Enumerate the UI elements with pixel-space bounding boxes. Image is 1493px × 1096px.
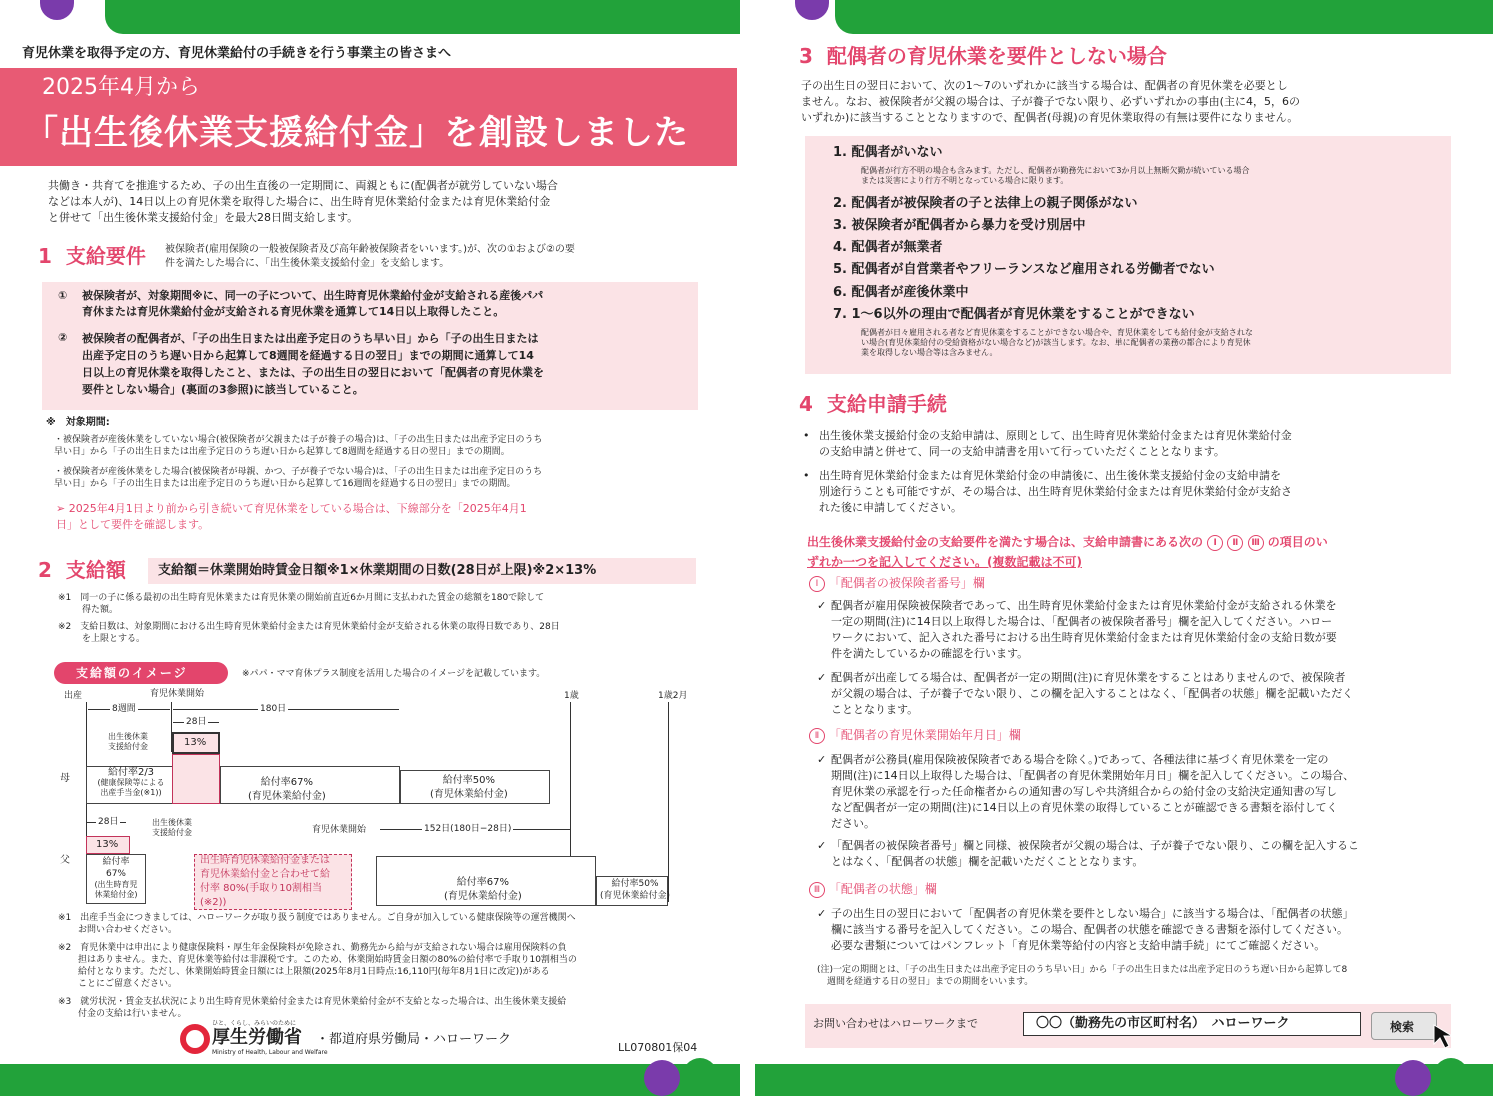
section-title: 支給申請手続 — [826, 392, 947, 416]
ministry-tagline: ひと、くらし、みらいのために — [212, 1020, 297, 1027]
desc-line: 被保険者(雇用保険の一般被保険者及び高年齢被保険者をいいます。)が、次の①および②の要 — [165, 244, 575, 255]
father-rate-text — [88, 856, 144, 900]
label-28-days: 28日 — [186, 717, 207, 727]
note-line: 週間を経過する日の翌日」までの期間をいいます。 — [827, 977, 1034, 987]
requirement-1 — [82, 288, 692, 320]
label-152-days: 152日(180日−28日) — [424, 824, 512, 834]
item-line: 件を満たしているかの確認を行います。 — [831, 647, 1029, 660]
s2-note-2 — [58, 621, 698, 645]
bullet-1: • 出生後休業支援給付金の支給申請は、原則として、出生時育児休業給付金または育児休業給付金 の支給申請と併せて、同一の支給申請書を用いて行っていただくこととなります。 — [803, 428, 1463, 460]
formula: 支給額＝休業開始時賃金日額※1×休業期間の日数(28日が上限)※2×13% — [158, 563, 597, 578]
top-note: 育児休業を取得予定の方、育児休業給付の手続きを行う事業主の皆さまへ — [22, 46, 452, 61]
fn-line: ことにご留意ください。 — [78, 979, 178, 989]
text-line: (育児休業給付金) — [430, 789, 508, 800]
note-line: い場合(育児休業給付の受給資格がない場合など)が該当します。なお、単に配偶者の業務の都合により育児休 — [861, 338, 1251, 347]
cursor-icon — [1431, 1022, 1459, 1050]
section-1-desc — [165, 243, 575, 271]
section-title: 配偶者の育児休業を要件としない場合 — [826, 44, 1167, 68]
green-circle — [682, 1058, 718, 1096]
bullet-line: の支給申請と併せて、同一の支給申請書を用いて行っていただくこととなります。 — [819, 445, 1225, 458]
item-line: など配偶者が一定の期間(注)に14日以上の育児休業の取得していることが確認できる書類を添付してく — [831, 801, 1338, 814]
mother-13: 13% — [184, 737, 207, 748]
period-line: ・被保険者が産後休業をしていない場合(被保険者が父親または子が養子の場合)は、「子の出生日または出産予定日のうち — [54, 435, 543, 445]
fn-line: お問い合わせください。 — [78, 925, 178, 935]
title-banner — [0, 68, 737, 166]
ministry-name: 厚生労働省 — [212, 1027, 302, 1048]
desc-line: ません。なお、被保険者が父親の場合は、子が養子でない限り、必ずいずれかの事由(主に4，5，6の — [801, 95, 1300, 108]
fn-line: 付金の支給は行いません。 — [78, 1009, 187, 1019]
leaflet-code: LL070801保04 — [618, 1041, 698, 1054]
bullet-line: 別途行うことも可能ですが、その場合は、出生時育児休業給付金または育児休業給付金が支給さ — [819, 485, 1292, 498]
item-i-title — [809, 574, 985, 592]
notice — [56, 501, 706, 533]
item-line: こととなります。 — [831, 703, 919, 716]
search-input[interactable] — [1023, 1012, 1361, 1036]
item-line: 期間(注)に14日以上取得した場合は、「配偶者の育児休業開始年月日」欄を記入してください。この場合、 — [831, 769, 1355, 782]
text-line: 給付率50% — [442, 775, 496, 786]
text-line: 給付率 — [102, 857, 130, 867]
item-line: とはなく、「配偶者の状態」欄を記載いただくこととなります。 — [831, 855, 1144, 868]
pink-instruction — [807, 532, 1477, 572]
case-7: 7. 1～6以外の理由で配偶者が育児休業をすることができない — [833, 307, 1195, 322]
label-line: 支援給付金 — [108, 742, 148, 751]
req-line: 要件としない場合」(裏面の3参照)に該当していること。 — [82, 383, 364, 396]
image-label: 支給額のイメージ — [76, 666, 188, 680]
purple-circle — [1395, 1060, 1431, 1096]
intro-line: などは本人が)、14日以上の育児休業を取得した場合に、出生時育児休業給付金または育児休業給付金 — [48, 195, 551, 208]
item-i-1 — [817, 598, 1447, 662]
fn-line: 担はありません。また、育児休業等給付は非課税です。このため、休業開始時賃金日額の80%の給付率で手取り10割相当の — [78, 955, 577, 965]
back-page — [755, 0, 1493, 1096]
text-line: 給付率50% — [611, 879, 659, 889]
period-2 — [54, 466, 714, 490]
pink-text: 出生後休業支援給付金の支給要件を満たす場合は、支給申請書にある次の — [807, 535, 1204, 549]
label-line: 出生後休業 — [108, 732, 148, 741]
text-line: 給付率67% — [260, 777, 314, 788]
text-line: 出生時育児休業給付金または — [200, 855, 330, 866]
label-one-year-two: 1歳2月 — [658, 691, 688, 701]
section-number: 3 — [799, 44, 813, 68]
note-line: ※2 支給日数は、対象期間における出生時育児休業給付金または育児休業給付金が支給される休業の取得日数であり、28日 — [58, 622, 560, 632]
bullet-line: れた後に申請してください。 — [819, 501, 962, 514]
item-line: 「配偶者の被保険者番号」欄と同様、被保険者が父親の場合は、子が養子でない限り、この欄を記入するこ — [831, 839, 1359, 852]
case-2: 2. 配偶者が被保険者の子と法律上の親子関係がない — [833, 196, 1138, 211]
roman-3-icon: Ⅲ — [1248, 535, 1264, 551]
text-line: (出生時育児 — [94, 880, 138, 889]
case-1: 1. 配偶者がいない — [833, 145, 943, 160]
note-line: (注)一定の期間とは、「子の出生日または出産予定日のうち早い日」から「子の出生日または出産予定日のうち遅い日から起算して8 — [817, 965, 1348, 975]
notice-line: ➢ 2025年4月1日より前から引き続いて育児休業をしている場合は、下線部分を「2025年4月1 — [56, 502, 527, 515]
label-benefit-m — [108, 732, 148, 752]
item-line: 一定の期間(注)に14日以上取得した場合は、「配偶者の被保険者番号」欄を記入してください。ハロー — [831, 615, 1333, 628]
roman-2-icon: Ⅱ — [1227, 535, 1243, 551]
section-number: 4 — [799, 392, 813, 416]
note-line: 配偶者が行方不明の場合も含みます。ただし、配偶者が勤務先において3か月以上無断欠勤が続いている場合 — [861, 166, 1250, 175]
intro-line: と併せて「出生後休業支援給付金」を最大28日間支給します。 — [48, 211, 359, 224]
text-line: (育児休業給付金) — [600, 891, 671, 901]
bottom-green-bar — [755, 1064, 1493, 1096]
mother-maternity-text — [96, 768, 166, 798]
desc-line: いずれか)に該当することとなりますので、配偶者(母親)の育児休業取得の有無は要件になりません。 — [801, 111, 1299, 124]
note-line: または災害により行方不明となっている場合に限ります。 — [861, 176, 1069, 185]
father-13: 13% — [96, 839, 119, 850]
text-line: (※2)) — [200, 897, 227, 908]
fn-line: 給付となります。ただし、休業開始時賃金日額には上限額(2025年8月1日時点:16,110円(毎年8月1日に改定))がある — [78, 967, 550, 977]
req-1-mark: ① — [58, 289, 68, 302]
check-icon: ✓ — [817, 671, 827, 684]
front-page — [0, 0, 740, 1096]
requirement-2 — [82, 330, 692, 398]
period-title: ※ 対象期間: — [46, 417, 110, 428]
bullet-line: 出生時育児休業給付金または育児休業給付金の申請後に、出生後休業支援給付金の支給申請を — [819, 469, 1281, 482]
green-circle — [1433, 1058, 1469, 1096]
item-i-2 — [817, 670, 1447, 718]
footnote-1 — [58, 912, 722, 936]
roman-3-icon: Ⅲ — [809, 882, 825, 898]
fn-line: ※2 育児休業中は申出により健康保険料・厚生年金保険料が免除され、勤務先から給与が支給されない場合は雇用保険料の負 — [58, 943, 567, 953]
father-50-text — [600, 878, 670, 902]
req-2-mark: ② — [58, 331, 68, 344]
label-mother: 母 — [60, 773, 70, 784]
text-line: 給付率2/3 — [107, 767, 155, 778]
s3-desc — [801, 78, 1471, 126]
text-line: 出産手当金(※1)) — [100, 788, 162, 797]
item-title-text: 「配偶者の被保険者番号」欄 — [828, 576, 985, 590]
fn-line: ※1 出産手当金につきましては、ハローワークが取り扱う制度ではありません。ご自身が加入している健康保険等の運営機関へ — [58, 913, 576, 923]
item-line: 配偶者が公務員(雇用保険被保険者である場合を除く。)であって、各種法律に基づく育児休業を一定の — [831, 753, 1329, 766]
contact-label: お問い合わせはハローワークまで — [813, 1017, 978, 1030]
banner-title: 「出生後休業支援給付金」を創設しました — [24, 113, 689, 153]
req-line: 出産予定日のうち遅い日から起算して8週間を経過する日の翌日」までの期間に通算して14 — [82, 349, 534, 362]
text-line: 67% — [105, 869, 126, 879]
period-note — [817, 964, 1457, 988]
label-leave-start: 育児休業開始 — [150, 689, 205, 699]
pink-text: の項目のい — [1267, 535, 1328, 549]
item-line: 欄に該当する番号を記入してください。この場合、配偶者の状態を確認できる書類を添付してください。 — [831, 923, 1348, 936]
banner-date: 2025年4月から — [42, 75, 200, 100]
item-line: が父親の場合は、子が養子でない限り、この欄を記入することはなく、「配偶者の状態」欄を記載いただく — [831, 687, 1354, 700]
search-input-value: 〇〇（勤務先の市区町村名） ハローワーク — [1036, 1016, 1290, 1031]
roman-1-icon: Ⅰ — [809, 576, 825, 592]
check-icon: ✓ — [817, 839, 827, 852]
period-line: 早い日」から「子の出生日または出産予定日のうち遅い日から起算して16週間を経過する日の翌日」までの期間。 — [54, 479, 516, 489]
item-ii-1 — [817, 752, 1447, 832]
item-title-text: 「配偶者の状態」欄 — [828, 882, 937, 896]
item-ii-title — [809, 726, 1021, 744]
case-3: 3. 被保険者が配偶者から暴力を受け別居中 — [833, 218, 1086, 233]
item-ii-2 — [817, 838, 1447, 870]
check-icon: ✓ — [817, 753, 827, 766]
image-note: ※パパ・ママ育休プラス制度を活用した場合のイメージを記載しています。 — [242, 669, 546, 679]
search-button[interactable] — [1371, 1012, 1437, 1040]
label-line: 出生後休業 — [152, 818, 192, 827]
mother-67-text — [248, 776, 326, 804]
pink-text: ずれか一つを記入してください。(複数記載は不可) — [807, 555, 1082, 569]
roman-1-icon: Ⅰ — [1207, 535, 1223, 551]
combo-text — [200, 854, 330, 910]
intro — [48, 178, 718, 226]
item-line: 必要な書類についてはパンフレット「育児休業等給付の内容と支給申請手続」にてご確認ください。 — [831, 939, 1326, 952]
item-title-text: 「配偶者の育児休業開始年月日」欄 — [828, 728, 1021, 742]
req-line: 被保険者が、対象期間※に、同一の子について、出生時育児休業給付金が支給される産後パパ — [82, 289, 544, 302]
mother-13-band — [172, 754, 220, 804]
bullet-line: 出生後休業支援給付金の支給申請は、原則として、出生時育児休業給付金または育児休業給付金 — [819, 429, 1292, 442]
check-icon: ✓ — [817, 599, 827, 612]
text-line: 休業給付金) — [94, 890, 138, 899]
s2-note-1 — [58, 592, 698, 616]
case-5: 5. 配偶者が自営業者やフリーランスなど雇用される労働者でない — [833, 262, 1215, 277]
period-1 — [54, 434, 714, 458]
desc-line: 子の出生日の翌日において、次の1～7のいずれかに該当する場合は、配偶者の育児休業を必要とし — [801, 79, 1288, 92]
item-iii-1 — [817, 906, 1447, 954]
label-father: 父 — [60, 855, 70, 866]
text-line: (育児休業給付金) — [248, 791, 326, 802]
label-180-days: 180日 — [260, 704, 287, 714]
bullet-2: • 出生時育児休業給付金または育児休業給付金の申請後に、出生後休業支援給付金の支給申請を 別途行うことも可能ですが、その場合は、出生時育児休業給付金または育児休業給付金が支給さ れた後に申請してください。 — [803, 468, 1463, 516]
req-line: 育休または育児休業給付金が支給される育児休業を通算して14日以上取得したこと。 — [82, 305, 505, 318]
item-line: 育児休業の承認を行った任命権者からの通知書の写しや共済組合からの給付金の支給決定通知書の写し — [831, 785, 1337, 798]
benefit-diagram — [40, 686, 720, 911]
one-year-line — [570, 702, 571, 878]
top-green-bar — [835, 0, 1493, 34]
note-line: 業を取得しない場合等は含みません。 — [861, 348, 998, 357]
item-line: 子の出生日の翌日において「配偶者の育児休業を要件としない場合」に該当する場合は、「配偶者の状態」 — [831, 907, 1354, 920]
ministry-name-en: Ministry of Health, Labour and Welfare — [212, 1049, 328, 1056]
case-7-note — [861, 328, 1441, 358]
section-number: 1 — [38, 244, 52, 268]
search-button-label: 検索 — [1390, 1020, 1415, 1034]
label-f-28-days: 28日 — [98, 817, 119, 827]
notice-line: 日」として要件を確認します。 — [56, 518, 210, 531]
section-number: 2 — [38, 558, 52, 582]
item-line: 配偶者が出産してる場合は、配偶者が一定の期間(注)に育児休業をすることはありませんので、被保険者 — [831, 671, 1346, 684]
one-year-two-line — [668, 702, 669, 902]
item-line: 配偶者が雇用保険被保険者であって、出生時育児休業給付金または育児休業給付金が支給される休業を — [831, 599, 1337, 612]
fn-line: ※3 就労状況・賃金支払状況により出生時育児休業給付金または育児休業給付金が不支給となった場合は、出生後休業支援給 — [58, 997, 567, 1007]
desc-line: 件を満たした場合に、「出生後休業支援給付金」を支給します。 — [165, 258, 450, 269]
note-line: 配偶者が日々雇用される者など育児休業をすることができない場合や、育児休業をしても給付金が支給されな — [861, 328, 1253, 337]
label-one-year: 1歳 — [564, 691, 579, 701]
label-birth: 出産 — [64, 691, 83, 701]
text-line: (健康保険等による — [97, 778, 165, 787]
section-title: 支給額 — [65, 558, 126, 582]
check-icon: ✓ — [817, 907, 827, 920]
item-line: ださい。 — [831, 817, 875, 830]
text-line: (育児休業給付金) — [444, 891, 522, 902]
bottom-green-bar — [0, 1064, 740, 1096]
intro-line: 共働き・共育てを推進するため、子の出生直後の一定期間に、両親ともに(配偶者が就労していない場合 — [48, 179, 558, 192]
case-1-note — [861, 166, 1441, 186]
agencies: ・都道府県労働局・ハローワーク — [316, 1032, 512, 1047]
section-2-heading — [38, 558, 126, 582]
section-3-heading — [799, 44, 1167, 68]
period-line: 早い日」から「子の出生日または出産予定日のうち遅い日から起算して8週間を経過する日の翌日」までの期間。 — [54, 447, 510, 457]
mother-50-text — [430, 774, 508, 802]
text-line: 給付率67% — [456, 877, 510, 888]
section-4-heading — [799, 392, 947, 416]
req-line: 日以上の育児休業を取得したこと、または、子の出生日の翌日において「配偶者の育児休業を — [82, 366, 544, 379]
label-f-leave-start: 育児休業開始 — [312, 825, 367, 835]
period-line: ・被保険者が産後休業をした場合(被保険者が母親、かつ、子が養子でない場合)は、「子の出生日または出産予定日のうち — [54, 467, 543, 477]
label-benefit-f — [152, 818, 192, 838]
logo-inner — [186, 1030, 204, 1048]
footnote-2 — [58, 942, 722, 990]
item-line: ワークにおいて、記入された番号における出生時育児休業給付金または育児休業給付金の支給日数が要 — [831, 631, 1337, 644]
footnote-3 — [58, 996, 722, 1020]
case-4: 4. 配偶者が無業者 — [833, 240, 943, 255]
text-line: 付率 80%(手取り10割相当 — [200, 883, 323, 894]
label-8-weeks: 8週間 — [112, 704, 136, 714]
label-line: 支援給付金 — [152, 828, 192, 837]
note-line: を上限とする。 — [82, 634, 146, 644]
father-67-text — [444, 876, 522, 904]
roman-2-icon: Ⅱ — [809, 728, 825, 744]
note-line: 得た額。 — [82, 605, 119, 615]
req-line: 被保険者の配偶者が、「子の出生日または出産予定日のうち早い日」から「子の出生日または — [82, 332, 539, 345]
section-1-heading — [38, 244, 146, 268]
item-iii-title — [809, 880, 937, 898]
case-6: 6. 配偶者が産後休業中 — [833, 285, 969, 300]
note-line: ※1 同一の子に係る最初の出生時育児休業または育児休業の開始前直近6か月間に支払われた賃金の総額を180で除して — [58, 593, 545, 603]
text-line: 育児休業給付金と合わせて給 — [200, 869, 330, 880]
purple-circle — [644, 1060, 680, 1096]
section-title: 支給要件 — [65, 244, 146, 268]
